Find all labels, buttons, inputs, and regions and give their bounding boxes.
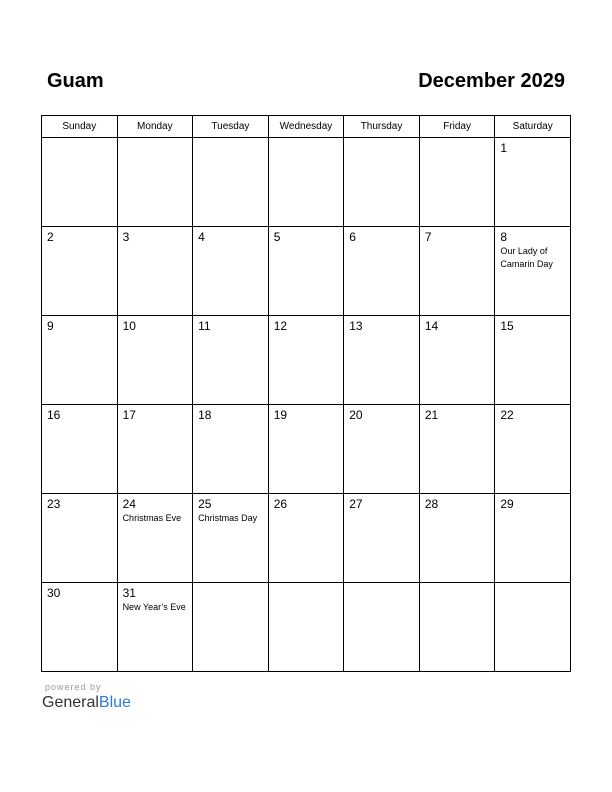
day-number: 11: [198, 319, 211, 333]
day-number: 5: [273, 230, 281, 244]
holiday-label: Christmas Day: [198, 513, 258, 523]
day-cell[interactable]: [193, 583, 269, 672]
day-cell[interactable]: [495, 583, 571, 672]
week-row: [42, 405, 571, 494]
day-cell[interactable]: [268, 583, 344, 672]
day-cell[interactable]: [495, 138, 571, 227]
day-cell[interactable]: [117, 583, 193, 672]
day-number: 14: [424, 319, 439, 333]
day-number: 23: [47, 497, 61, 511]
day-cell[interactable]: [419, 138, 495, 227]
calendar-grid: [41, 115, 571, 672]
day-cell[interactable]: [344, 494, 420, 583]
day-cell[interactable]: [117, 405, 193, 494]
day-cell[interactable]: [419, 316, 495, 405]
day-number: 4: [198, 230, 205, 244]
day-number: 6: [349, 230, 356, 244]
day-cell[interactable]: [419, 227, 495, 316]
calendar-header: [41, 70, 571, 100]
day-number: 3: [122, 230, 130, 244]
day-cell[interactable]: [268, 138, 344, 227]
day-cell[interactable]: [42, 405, 118, 494]
day-cell[interactable]: [42, 316, 118, 405]
day-number: 27: [349, 497, 363, 511]
day-cell[interactable]: [193, 316, 269, 405]
day-cell[interactable]: [419, 494, 495, 583]
holiday-label: Our Lady of Camarin Day: [500, 246, 553, 269]
day-cell[interactable]: [419, 583, 495, 672]
day-number: 26: [273, 497, 288, 511]
weekday-tuesday: Tuesday: [193, 116, 269, 138]
weekday-header-row: [42, 116, 571, 138]
day-cell[interactable]: [268, 405, 344, 494]
day-number: 2: [47, 230, 54, 244]
day-cell[interactable]: [42, 227, 118, 316]
day-cell[interactable]: [193, 138, 269, 227]
day-cell[interactable]: [495, 494, 571, 583]
powered-by-text: powered by: [45, 682, 102, 692]
week-row: [42, 227, 571, 316]
day-number: 15: [500, 319, 514, 333]
day-number: 25: [198, 497, 212, 511]
day-number: 12: [273, 319, 288, 333]
day-number: 9: [47, 319, 54, 333]
holiday-label: New Year’s Eve: [122, 602, 186, 612]
weekday-friday: Friday: [419, 116, 495, 138]
month-title: December 2029: [418, 70, 565, 92]
day-cell[interactable]: [42, 494, 118, 583]
day-number: 28: [424, 497, 439, 511]
week-row: [42, 494, 571, 583]
brand-general: General: [42, 694, 99, 711]
day-cell[interactable]: [42, 138, 118, 227]
day-cell[interactable]: [193, 494, 269, 583]
day-number: 31: [122, 586, 136, 600]
day-cell[interactable]: [495, 316, 571, 405]
week-row: [42, 138, 571, 227]
day-number: 10: [122, 319, 136, 333]
day-number: 18: [198, 408, 212, 422]
day-number: 7: [424, 230, 432, 244]
day-number: 19: [273, 408, 288, 422]
day-cell[interactable]: [193, 405, 269, 494]
holiday-label: Christmas Eve: [122, 513, 182, 523]
weekday-thursday: Thursday: [344, 116, 420, 138]
day-cell[interactable]: [344, 405, 420, 494]
footer: [42, 682, 131, 713]
region-title: Guam: [47, 70, 104, 92]
day-cell[interactable]: [117, 316, 193, 405]
day-cell[interactable]: [42, 583, 118, 672]
day-number: 29: [500, 497, 514, 511]
week-row: [42, 583, 571, 672]
day-cell[interactable]: [117, 494, 193, 583]
day-cell[interactable]: [344, 316, 420, 405]
weekday-saturday: Saturday: [495, 116, 571, 138]
day-cell[interactable]: [268, 494, 344, 583]
day-cell[interactable]: [193, 227, 269, 316]
day-cell[interactable]: [268, 227, 344, 316]
day-number: 8: [500, 230, 508, 244]
day-cell[interactable]: [419, 405, 495, 494]
brand-blue: Blue: [98, 694, 131, 711]
day-number: 17: [122, 408, 136, 422]
day-number: 20: [349, 408, 363, 422]
day-cell[interactable]: [495, 227, 571, 316]
day-number: 16: [47, 408, 61, 422]
day-cell[interactable]: [268, 316, 344, 405]
day-number: 30: [47, 586, 61, 600]
day-cell[interactable]: [117, 138, 193, 227]
day-number: 21: [424, 408, 439, 422]
day-cell[interactable]: [344, 583, 420, 672]
day-number: 22: [500, 408, 514, 422]
day-cell[interactable]: [344, 138, 420, 227]
day-number: 24: [122, 497, 136, 511]
day-number: 13: [349, 319, 363, 333]
day-number: 1: [500, 141, 508, 155]
day-cell[interactable]: [344, 227, 420, 316]
weekday-sunday: Sunday: [42, 116, 118, 138]
day-cell[interactable]: [117, 227, 193, 316]
weekday-monday: Monday: [117, 116, 193, 138]
day-cell[interactable]: [495, 405, 571, 494]
week-row: [42, 316, 571, 405]
weekday-wednesday: Wednesday: [268, 116, 344, 138]
generalblue-logo[interactable]: [42, 693, 131, 713]
